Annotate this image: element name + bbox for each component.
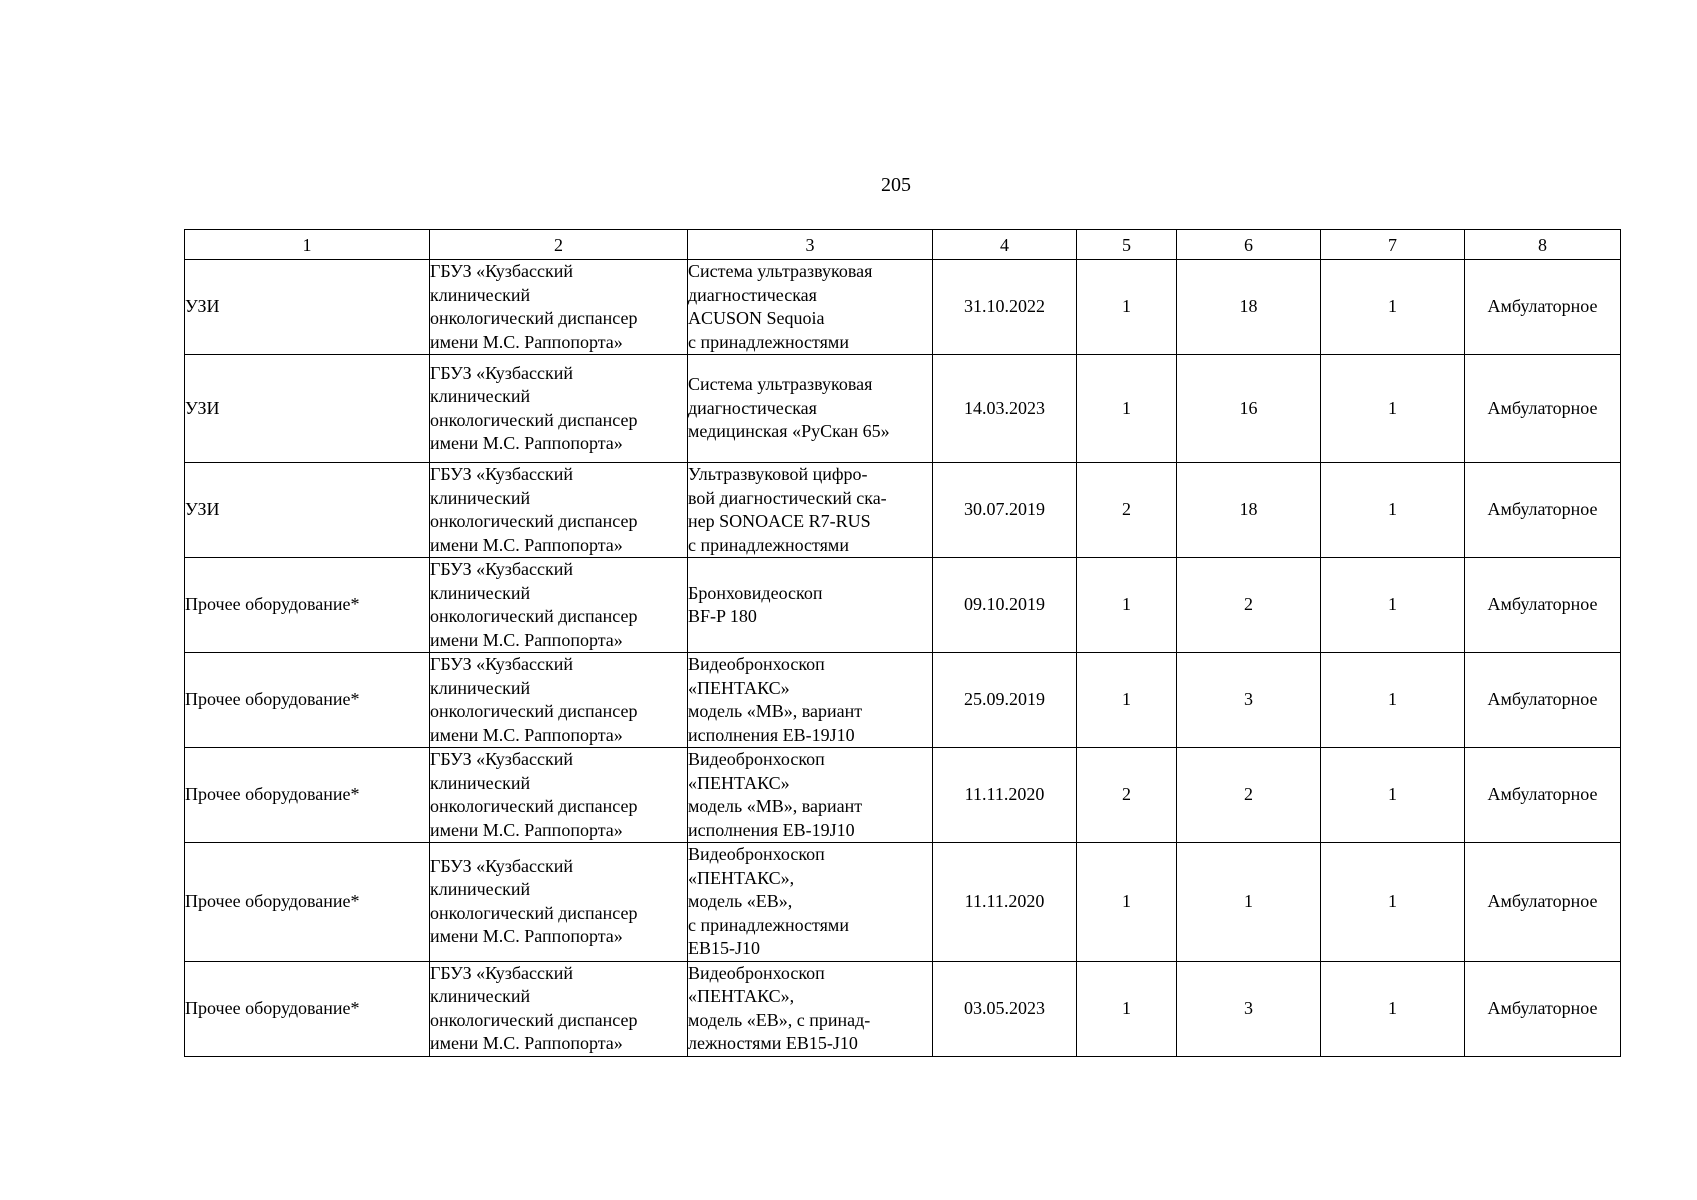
column-5-cell: 1 [1077, 653, 1177, 748]
service-mode-cell: Амбулаторное [1465, 961, 1621, 1056]
equipment-type-cell: Прочее оборудование* [185, 843, 430, 962]
column-7-cell: 1 [1321, 558, 1465, 653]
table-row [185, 843, 1621, 962]
column-7-cell: 1 [1321, 843, 1465, 962]
column-5-cell: 1 [1077, 355, 1177, 463]
service-mode-cell: Амбулаторное [1465, 843, 1621, 962]
organization-cell: ГБУЗ «Кузбасский клинический онкологический диспансер имени М.С. Раппопорта» [430, 463, 688, 558]
column-header-5: 5 [1077, 230, 1177, 260]
table-row [185, 463, 1621, 558]
column-header-1: 1 [185, 230, 430, 260]
service-mode-cell: Амбулаторное [1465, 355, 1621, 463]
column-header-4: 4 [933, 230, 1077, 260]
column-7-cell: 1 [1321, 653, 1465, 748]
equipment-type-cell: Прочее оборудование* [185, 961, 430, 1056]
organization-cell: ГБУЗ «Кузбасский клинический онкологический диспансер имени М.С. Раппопорта» [430, 558, 688, 653]
table-row [185, 558, 1621, 653]
equipment-name-cell: Бронховидеоскоп BF-P 180 [688, 558, 933, 653]
service-mode-cell: Амбулаторное [1465, 558, 1621, 653]
table-row [185, 355, 1621, 463]
header-row [185, 230, 1621, 260]
column-header-7: 7 [1321, 230, 1465, 260]
organization-cell: ГБУЗ «Кузбасский клинический онкологический диспансер имени М.С. Раппопорта» [430, 653, 688, 748]
column-7-cell: 1 [1321, 355, 1465, 463]
equipment-name-cell: Видеобронхоскоп «ПЕНТАКС», модель «ЕВ», с принад- лежностями EB15-J10 [688, 961, 933, 1056]
column-7-cell: 1 [1321, 260, 1465, 355]
date-cell: 11.11.2020 [933, 843, 1077, 962]
equipment-type-cell: Прочее оборудование* [185, 653, 430, 748]
equipment-name-cell: Видеобронхоскоп «ПЕНТАКС» модель «МВ», вариант исполнения EB-19J10 [688, 653, 933, 748]
column-5-cell: 1 [1077, 558, 1177, 653]
organization-cell: ГБУЗ «Кузбасский клинический онкологический диспансер имени М.С. Раппопорта» [430, 748, 688, 843]
equipment-name-cell: Ультразвуковой цифро- вой диагностический ска- нер SONOACE R7-RUS с принадлежностями [688, 463, 933, 558]
equipment-name-cell: Видеобронхоскоп «ПЕНТАКС» модель «МВ», вариант исполнения EB-19J10 [688, 748, 933, 843]
equipment-type-cell: Прочее оборудование* [185, 558, 430, 653]
column-7-cell: 1 [1321, 748, 1465, 843]
column-6-cell: 18 [1177, 463, 1321, 558]
column-5-cell: 1 [1077, 961, 1177, 1056]
column-header-8: 8 [1465, 230, 1621, 260]
service-mode-cell: Амбулаторное [1465, 463, 1621, 558]
date-cell: 30.07.2019 [933, 463, 1077, 558]
date-cell: 03.05.2023 [933, 961, 1077, 1056]
equipment-name-cell: Система ультразвуковая диагностическая медицинская «РуСкан 65» [688, 355, 933, 463]
column-5-cell: 1 [1077, 260, 1177, 355]
column-header-2: 2 [430, 230, 688, 260]
page-number: 205 [881, 174, 911, 196]
column-6-cell: 2 [1177, 748, 1321, 843]
column-6-cell: 3 [1177, 961, 1321, 1056]
organization-cell: ГБУЗ «Кузбасский клинический онкологический диспансер имени М.С. Раппопорта» [430, 961, 688, 1056]
table-row [185, 653, 1621, 748]
date-cell: 09.10.2019 [933, 558, 1077, 653]
column-5-cell: 1 [1077, 843, 1177, 962]
column-6-cell: 3 [1177, 653, 1321, 748]
equipment-type-cell: УЗИ [185, 260, 430, 355]
date-cell: 14.03.2023 [933, 355, 1077, 463]
organization-cell: ГБУЗ «Кузбасский клинический онкологический диспансер имени М.С. Раппопорта» [430, 260, 688, 355]
date-cell: 11.11.2020 [933, 748, 1077, 843]
column-6-cell: 1 [1177, 843, 1321, 962]
organization-cell: ГБУЗ «Кузбасский клинический онкологический диспансер имени М.С. Раппопорта» [430, 355, 688, 463]
column-5-cell: 2 [1077, 748, 1177, 843]
organization-cell: ГБУЗ «Кузбасский клинический онкологический диспансер имени М.С. Раппопорта» [430, 843, 688, 962]
date-cell: 31.10.2022 [933, 260, 1077, 355]
equipment-type-cell: Прочее оборудование* [185, 748, 430, 843]
column-6-cell: 18 [1177, 260, 1321, 355]
column-header-3: 3 [688, 230, 933, 260]
equipment-type-cell: УЗИ [185, 355, 430, 463]
table-row [185, 260, 1621, 355]
column-6-cell: 2 [1177, 558, 1321, 653]
column-header-6: 6 [1177, 230, 1321, 260]
service-mode-cell: Амбулаторное [1465, 748, 1621, 843]
service-mode-cell: Амбулаторное [1465, 260, 1621, 355]
column-7-cell: 1 [1321, 463, 1465, 558]
column-6-cell: 16 [1177, 355, 1321, 463]
table-row [185, 748, 1621, 843]
equipment-type-cell: УЗИ [185, 463, 430, 558]
date-cell: 25.09.2019 [933, 653, 1077, 748]
service-mode-cell: Амбулаторное [1465, 653, 1621, 748]
column-5-cell: 2 [1077, 463, 1177, 558]
equipment-name-cell: Видеобронхоскоп «ПЕНТАКС», модель «ЕВ», с принадлежностями EB15-J10 [688, 843, 933, 962]
column-7-cell: 1 [1321, 961, 1465, 1056]
table-row [185, 961, 1621, 1056]
equipment-table [184, 229, 1621, 1057]
equipment-name-cell: Система ультразвуковая диагностическая ACUSON Sequoia с принадлежностями [688, 260, 933, 355]
